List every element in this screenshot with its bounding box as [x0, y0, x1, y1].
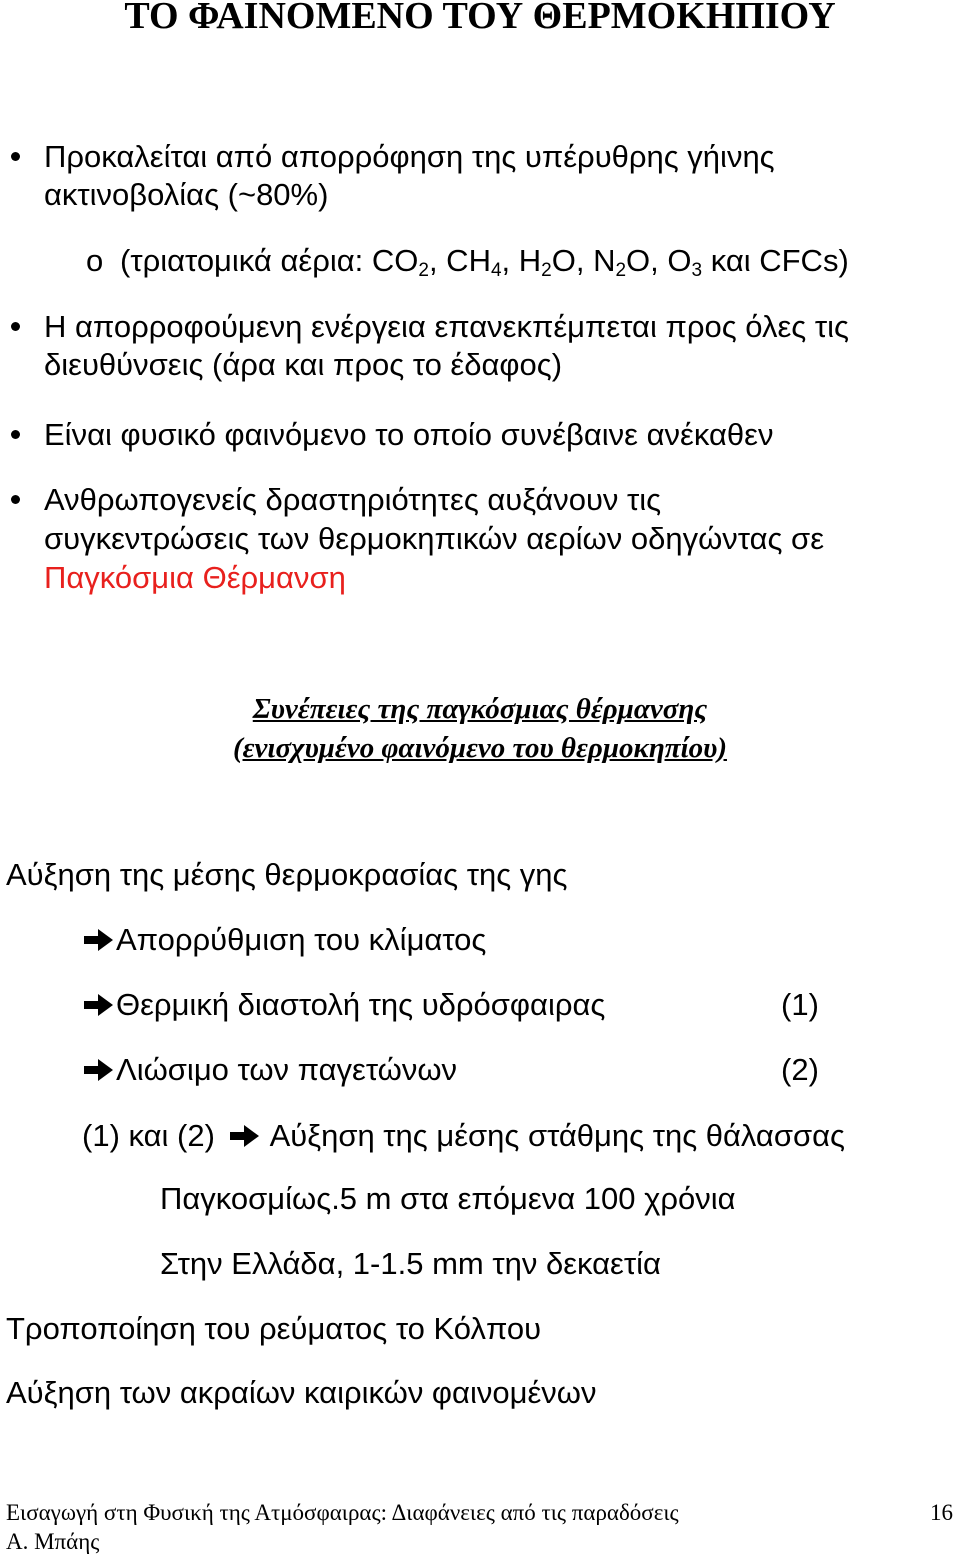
- bullet-3-line-1: Είναι φυσικό φαινόμενο το οποίο συνέβαινε ανέκαθεν: [44, 417, 774, 452]
- bullet-dot: [11, 430, 20, 439]
- effect-thermal-row: [82, 986, 605, 1024]
- effect-ice-row: [82, 1051, 457, 1089]
- footer-text: Εισαγωγή στη Φυσική της Ατμόσφαιρας: Διαφάνειες από τις παραδόσεις: [6, 1500, 679, 1525]
- right-arrow-icon: [228, 1122, 262, 1150]
- co2-subscript: 2: [418, 260, 429, 281]
- bullet-4-line-2: συγκεντρώσεις των θερμοκηπικών αερίων οδηγώντας σε: [44, 521, 825, 556]
- sub-item-gases: [120, 242, 849, 280]
- effect-global: Παγκοσμίως.5 m στα επόμενα 100 χρόνια: [160, 1181, 736, 1216]
- gases-prefix: (τριατομικά αέρια: CO: [120, 243, 419, 278]
- thermal-expansion-ref: (1): [781, 987, 819, 1022]
- effect-climate: Απορρύθμιση του κλίματος: [116, 922, 487, 957]
- right-arrow-icon: [82, 991, 116, 1019]
- effect-ice-melt: Λιώσιμο των παγετώνων: [116, 1052, 458, 1087]
- effect-climate-row: [82, 921, 486, 959]
- effect-thermal-expansion: Θερμική διαστολή της υδρόσφαιρας: [116, 987, 606, 1022]
- effect-extreme-weather: Αύξηση των ακραίων καιρικών φαινομένων: [6, 1375, 597, 1410]
- effect-temp-rise: Αύξηση της μέσης θερμοκρασίας της γης: [6, 857, 568, 892]
- bullet-1-line-1: Προκαλείται από απορρόφηση της υπέρυθρης γήινης: [44, 139, 775, 174]
- right-arrow-icon: [82, 926, 116, 954]
- bullet-4-line-1: Ανθρωπογενείς δραστηριότητες αυξάνουν τις: [44, 482, 662, 517]
- n2o-subscript: 2: [615, 260, 627, 281]
- combined-result: Αύξηση της μέσης στάθμης της θάλασσας: [269, 1118, 845, 1153]
- effect-greece: Στην Ελλάδα, 1-1.5 mm την δεκαετία: [160, 1246, 661, 1281]
- bullet-1-line-2: ακτινοβολίας (~80%): [44, 177, 329, 212]
- sub-item-marker: o: [86, 243, 104, 278]
- global-warming-highlight: Παγκόσμια Θέρμανση: [44, 560, 346, 595]
- gases-mid-4: O, O: [626, 243, 692, 278]
- page-title: ΤΟ ΦΑΙΝΟΜΕΝΟ ΤΟΥ ΘΕΡΜΟΚΗΠΙΟΥ: [124, 0, 836, 37]
- combined-prefix: (1) και (2): [82, 1118, 215, 1153]
- gases-mid-2: , H: [501, 243, 542, 278]
- right-arrow-icon: [82, 1056, 116, 1084]
- bullet-dot: [11, 495, 20, 504]
- bullet-2-line-1: Η απορροφούμενη ενέργεια επανεκπέμπεται προς όλες τις: [44, 309, 849, 344]
- page-number: 16: [930, 1500, 953, 1525]
- bullet-dot: [11, 152, 20, 161]
- effect-gulf-stream: Τροποποίηση του ρεύματος το Κόλπου: [6, 1311, 542, 1346]
- effect-combined-row: [82, 1117, 845, 1155]
- o3-subscript: 3: [691, 260, 703, 281]
- footer-author: Α. Μπάης: [6, 1529, 100, 1554]
- gases-mid-3: O, N: [551, 243, 616, 278]
- h2o-subscript: 2: [541, 260, 552, 281]
- consequences-heading-line-2: (ενισχυμένο φαινόμενο του θερμοκηπίου): [233, 732, 727, 764]
- bullet-2-line-2: διευθύνσεις (άρα και προς το έδαφος): [44, 347, 563, 382]
- gases-suffix: και CFCs): [702, 243, 849, 278]
- ch4-subscript: 4: [490, 260, 502, 281]
- gases-mid-1: , CH: [428, 243, 491, 278]
- ice-melt-ref: (2): [781, 1052, 819, 1087]
- consequences-heading-line-1: Συνέπειες της παγκόσμιας θέρμανσης: [252, 693, 708, 725]
- bullet-dot: [11, 322, 20, 331]
